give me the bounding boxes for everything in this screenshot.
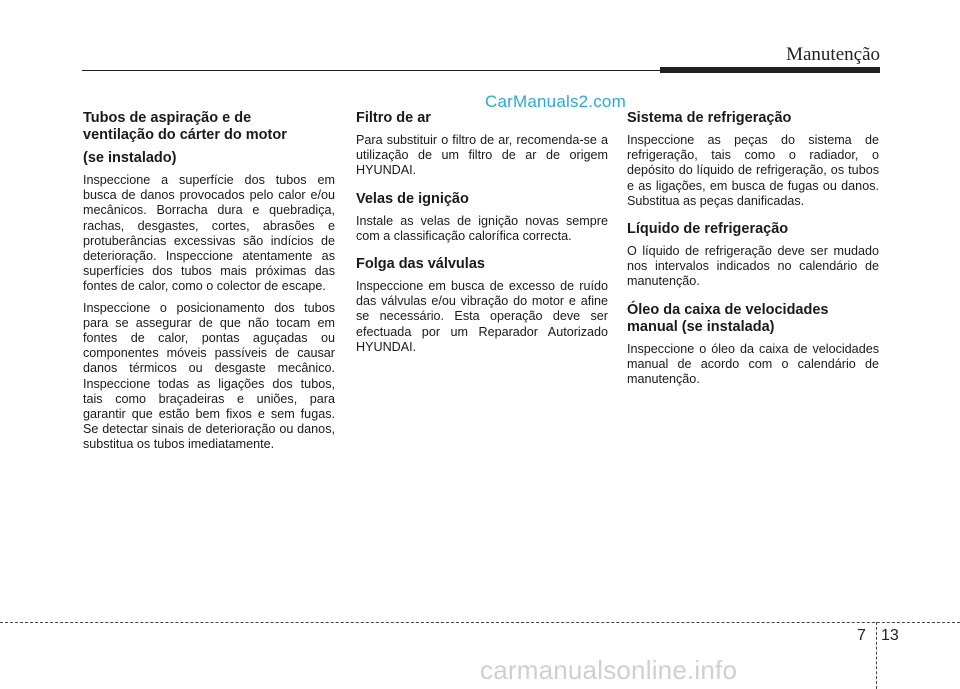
section-title: Óleo da caixa de velocidades manual (se instalada) [627,301,829,335]
section-valve-clearance [356,256,608,355]
section-air-filter [356,110,608,179]
section-title: Líquido de refrigeração [627,221,789,238]
section-spark-plugs [356,191,608,244]
section-title: Folga das válvulas [356,256,485,273]
section-title: Sistema de refrigeração [627,110,792,126]
section-title: Velas de ignição [356,190,469,207]
section-coolant [627,221,879,290]
page-header-title: Manutenção [786,44,880,65]
section-title: Tubos de aspiração e de ventilação do cárter do motor [83,110,287,143]
paragraph: Inspeccione as peças do sistema de refrigeração, tais como o radiador, o depósito do líquido de refrigeração, os tubos e as ligações, em busca de fugas ou danos. Substitua as peças danificadas. [627,133,879,208]
paragraph: Instale as velas de ignição novas sempre com a classificação calorífica correcta. [356,213,608,243]
section-crankcase-hoses [83,110,335,453]
header-rule-accent [660,67,880,73]
section-cooling-system [627,110,879,209]
footer-rule [0,622,960,623]
section-manual-transmission-oil [627,302,879,388]
paragraph: Inspeccione em busca de excesso de ruído das válvulas e/ou vibração do motor e afine se necessário. Esta operação deve ser efectuada por um Reparador Autorizado HYUNDAI. [356,279,608,354]
chapter-number: 7 [857,627,866,644]
header-rule [82,70,660,71]
paragraph: Inspeccione o posicionamento dos tubos para se assegurar de que não tocam em fontes de calor, pontas aguçadas ou componentes móveis passíveis de causar danos térmicos ou desgaste mecânico. Inspeccione todas as ligações dos tubos, tais como braçadeiras e uniões, para garantir que estão bem fixos e sem fugas. Se detectar sinais de deterioração ou danos, substitua os tubos imediatamente. [83,300,335,452]
paragraph: Para substituir o filtro de ar, recomenda-se a utilização de um filtro de ar de origem HYUNDAI. [356,133,608,178]
section-title: Filtro de ar [356,110,431,126]
column-left [83,110,335,465]
column-right [627,110,879,399]
paragraph: O líquido de refrigeração deve ser mudado nos intervalos indicados no calendário de manutenção. [627,244,879,289]
footer-divider [876,622,877,689]
section-subtitle: (se instalado) [83,150,177,166]
watermark-top[interactable]: CarManuals2.com [485,92,626,111]
column-middle [356,110,608,367]
paragraph: Inspeccione a superfície dos tubos em busca de danos provocados pelo calor e/ou mecânicos. Borracha dura e quebradiça, rachas, desgastes, cortes, abrasões e protuberâncias excessivas são indícios de deterioração. Inspeccione atentamente as superfícies dos tubos mais próximas das fontes de calor, como o colector de escape. [83,173,335,294]
watermark-bottom[interactable]: carmanualsonline.info [480,655,738,685]
paragraph: Inspeccione o óleo da caixa de velocidades manual de acordo com o calendário de manutenção. [627,341,879,387]
page-number: 13 [881,627,899,644]
